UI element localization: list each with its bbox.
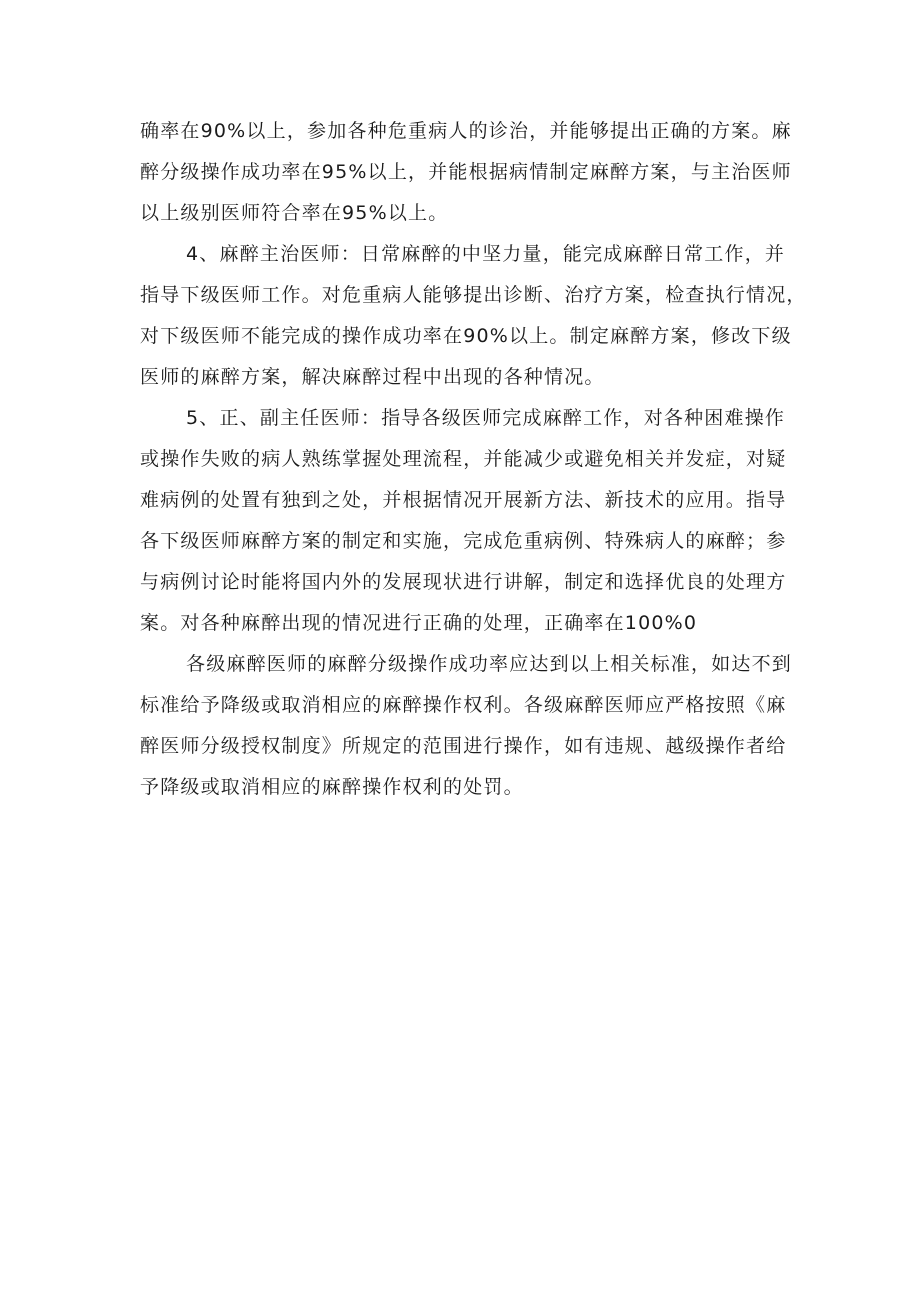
text-line: 标准给予降级或取消相应的麻醉操作权利。各级麻醉医师应严格按照《麻 — [140, 694, 787, 716]
text-line: 指导下级医师工作。对危重病人能够提出诊断、治疗方案，检查执行情况， — [140, 284, 807, 306]
text-line: 予降级或取消相应的麻醉操作权利的处罚。 — [140, 776, 524, 798]
text-line: 难病例的处置有独到之处，并根据情况开展新方法、新技术的应用。指导 — [140, 489, 787, 511]
text-line: 5、正、副主任医师：指导各级医师完成麻醉工作，对各种困难操作 — [186, 407, 786, 429]
text-line: 醉医师分级授权制度》所规定的范围进行操作，如有违规、越级操作者给 — [140, 735, 787, 757]
text-line: 各级麻醉医师的麻醉分级操作成功率应达到以上相关标准，如达不到 — [186, 653, 793, 675]
text-line: 以上级别医师符合率在95%以上。 — [140, 202, 449, 224]
text-line: 4、麻醉主治医师：日常麻醉的中坚力量，能完成麻醉日常工作，并 — [186, 243, 786, 265]
text-line: 案。对各种麻醉出现的情况进行正确的处理，正确率在100%0 — [140, 612, 698, 634]
text-line: 或操作失败的病人熟练掌握处理流程，并能减少或避免相关并发症，对疑 — [140, 448, 787, 470]
text-line: 确率在90%以上，参加各种危重病人的诊治，并能够提出正确的方案。麻 — [140, 120, 792, 142]
text-line: 醉分级操作成功率在95%以上，并能根据病情制定麻醉方案，与主治医师 — [140, 161, 792, 183]
text-line: 各下级医师麻醉方案的制定和实施，完成危重病例、特殊病人的麻醉；参 — [140, 530, 787, 552]
text-line: 与病例讨论时能将国内外的发展现状进行讲解，制定和选择优良的处理方 — [140, 571, 787, 593]
text-line: 医师的麻醉方案，解决麻醉过程中出现的各种情况。 — [140, 366, 605, 388]
text-line: 对下级医师不能完成的操作成功率在90%以上。制定麻醉方案，修改下级 — [140, 325, 792, 347]
